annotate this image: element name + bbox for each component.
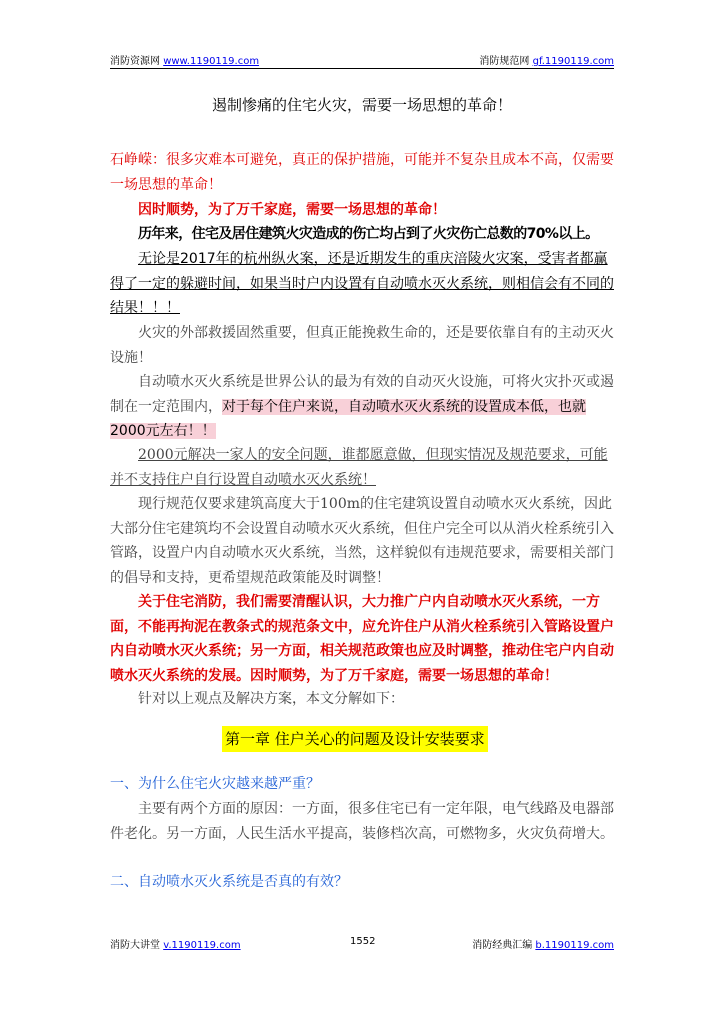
header-right bbox=[479, 52, 614, 67]
footer-right bbox=[472, 936, 614, 951]
footer-left bbox=[110, 936, 241, 951]
paragraph-sprinkler bbox=[110, 370, 616, 444]
paragraph-cost: 2000元解决一家人的安全问题，谁都愿意做，但现实情况及规范要求，可能并不支持住户自行设置自动喷水灭火系统！ bbox=[110, 447, 608, 488]
footer-left-label: 消防大讲堂 bbox=[110, 940, 160, 951]
section-heading-2: 二、自动喷水灭火系统是否真的有效？ bbox=[110, 874, 348, 890]
paragraph-sprinkler-highlight: 对于每个住户来说，自动喷水灭火系统的设置成本低，也就2000元左右！！ bbox=[110, 398, 586, 439]
paragraph-regulation: 现行规范仅要求建筑高度大于100m的住宅建筑设置自动喷水灭火系统，因此大部分住宅建筑均不会设置自动喷水灭火系统，但住户完全可以从消火栓系统引入管路，设置户内自动喷水灭火系统，当然，这样貌似有违规范要求，需要相关部门的倡导和支持，更希望规范政策能及时调整！ bbox=[110, 496, 614, 586]
chapter-heading: 第一章 住户关心的问题及设计安装要求 bbox=[222, 726, 488, 752]
footer-left-link[interactable]: v.1190119.com bbox=[163, 940, 241, 951]
paragraph-cases: 无论是2017年的杭州纵火案，还是近期发生的重庆涪陵火灾案，受害者都赢得了一定的躲避时间，如果当时户内设置有自动喷水灭火系统，则相信会有不同的结果！！！ bbox=[110, 251, 614, 316]
paragraph-rescue: 火灾的外部救援固然重要，但真正能挽救生命的，还是要依靠自有的主动灭火设施！ bbox=[110, 325, 614, 366]
paragraph-statistics: 历年来，住宅及居住建筑火灾造成的伤亡均占到了火灾伤亡总数的70%以上。 bbox=[138, 226, 599, 242]
paragraph-outline: 针对以上观点及解决方案，本文分解如下： bbox=[138, 691, 404, 707]
header-left bbox=[110, 52, 259, 67]
page-header bbox=[110, 50, 614, 69]
paragraph-proposal: 关于住宅消防，我们需要清醒认识，大力推广户内自动喷水灭火系统，一方面，不能再拘泥在教条式的规范条文中，应允许住户从消火栓系统引入管路设置户内自动喷水灭火系统；另一方面，相关规范政策也应及时调整，推动住宅户内自动喷水灭火系统的发展。因时顺势，为了万千家庭，需要一场思想的革命！ bbox=[110, 594, 614, 684]
page-footer bbox=[110, 936, 614, 952]
header-left-label: 消防资源网 bbox=[110, 56, 160, 67]
paragraph-intro: 石峥嵘：很多灾难本可避免，真正的保护措施，可能并不复杂且成本不高，仅需要一场思想的革命！ bbox=[110, 152, 614, 193]
header-right-label: 消防规范网 bbox=[479, 56, 530, 67]
page-number: 1552 bbox=[350, 936, 376, 947]
header-right-link[interactable]: gf.1190119.com bbox=[532, 56, 614, 67]
section-heading-1: 一、为什么住宅火灾越来越严重？ bbox=[110, 776, 320, 792]
section-body-1: 主要有两个方面的原因：一方面，很多住宅已有一定年限，电气线路及电器部件老化。另一方面，人民生活水平提高，装修档次高，可燃物多，火灾负荷增大。 bbox=[110, 801, 614, 842]
header-left-link[interactable]: www.1190119.com bbox=[163, 56, 260, 67]
paragraph-sprinkler-text: 自动喷水灭火系统是世界公认的最为有效的自动灭火设施，可将火灾扑灭或遏制在一定范围内， bbox=[110, 374, 614, 415]
footer-right-label: 消防经典汇编 bbox=[472, 940, 533, 951]
footer-right-link[interactable]: b.1190119.com bbox=[535, 940, 614, 951]
paragraph-slogan: 因时顺势，为了万千家庭，需要一场思想的革命！ bbox=[138, 202, 446, 218]
document-title: 遏制惨痛的住宅火灾，需要一场思想的革命！ bbox=[211, 96, 512, 114]
